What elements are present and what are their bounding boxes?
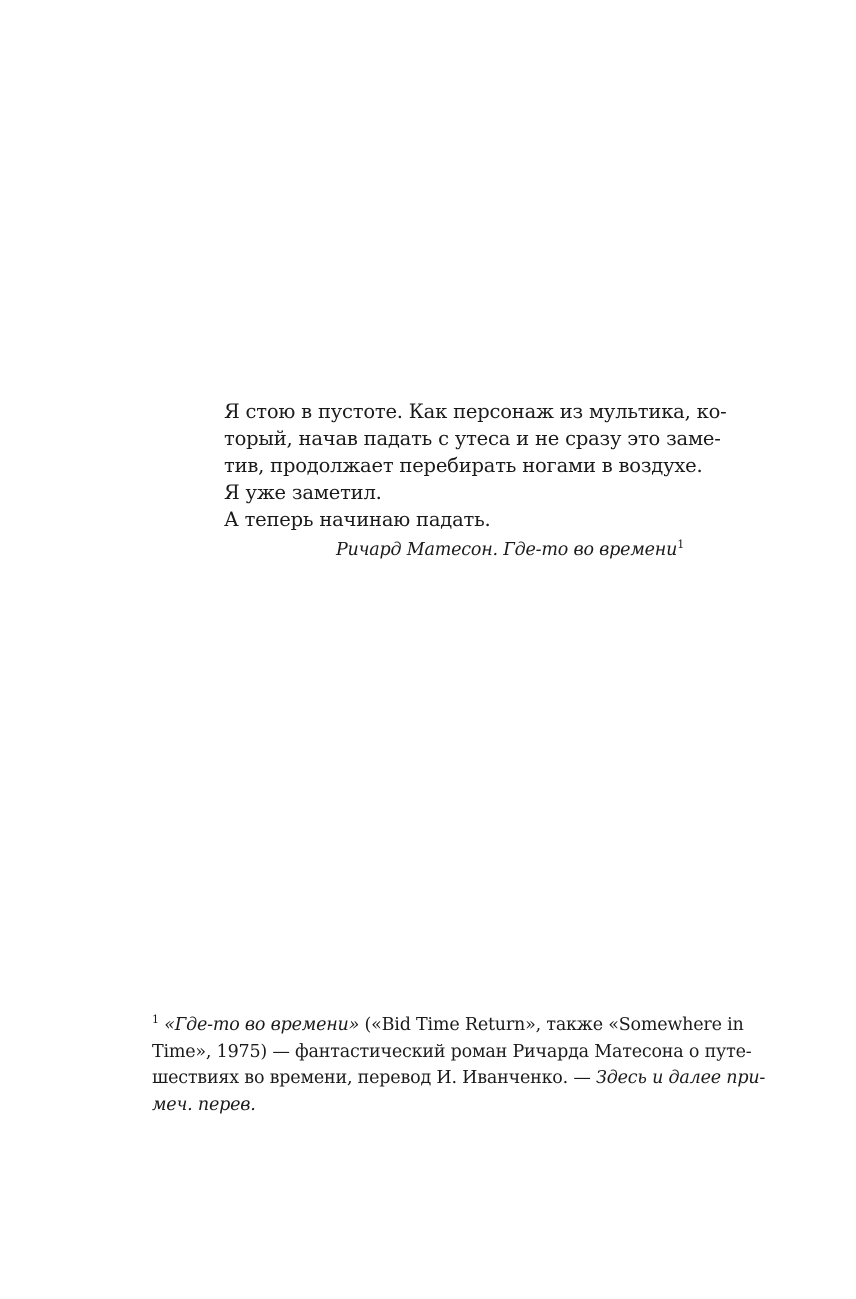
epigraph bbox=[224, 398, 727, 563]
attribution-text: Ричард Матесон. Где-то во времени bbox=[335, 540, 678, 560]
epigraph-line-5: А теперь начинаю падать. bbox=[224, 508, 491, 531]
footnote-line-1 bbox=[152, 1012, 752, 1039]
footnote-title: «Где-то во времени» bbox=[164, 1015, 360, 1035]
epigraph-attribution bbox=[224, 537, 684, 563]
footnote-line-2: Time», 1975) — фантастический роман Ричарда Матесона о путе- bbox=[152, 1041, 752, 1062]
footnote-marker: 1 bbox=[152, 1013, 159, 1027]
epigraph-line-2: торый, начав падать с утеса и не сразу это заме- bbox=[224, 427, 721, 450]
epigraph-line-1: Я стою в пустоте. Как персонаж из мультика, ко- bbox=[224, 400, 727, 423]
epigraph-line-4: Я уже заметил. bbox=[224, 481, 382, 504]
footnote-line-1-rest: («Bid Time Return», также «Somewhere in bbox=[359, 1015, 744, 1035]
footnote bbox=[152, 1012, 766, 1118]
footnote-line-3 bbox=[152, 1065, 766, 1092]
footnote-line-3-text: шествиях во времени, перевод И. Иванченко. — bbox=[152, 1068, 597, 1088]
footnote-line-4: меч. перев. bbox=[152, 1094, 256, 1115]
footnote-line-3-italic: Здесь и далее при- bbox=[596, 1068, 766, 1088]
footnote-reference-marker[interactable]: 1 bbox=[677, 538, 684, 552]
epigraph-line-3: тив, продолжает перебирать ногами в воздухе. bbox=[224, 454, 703, 477]
